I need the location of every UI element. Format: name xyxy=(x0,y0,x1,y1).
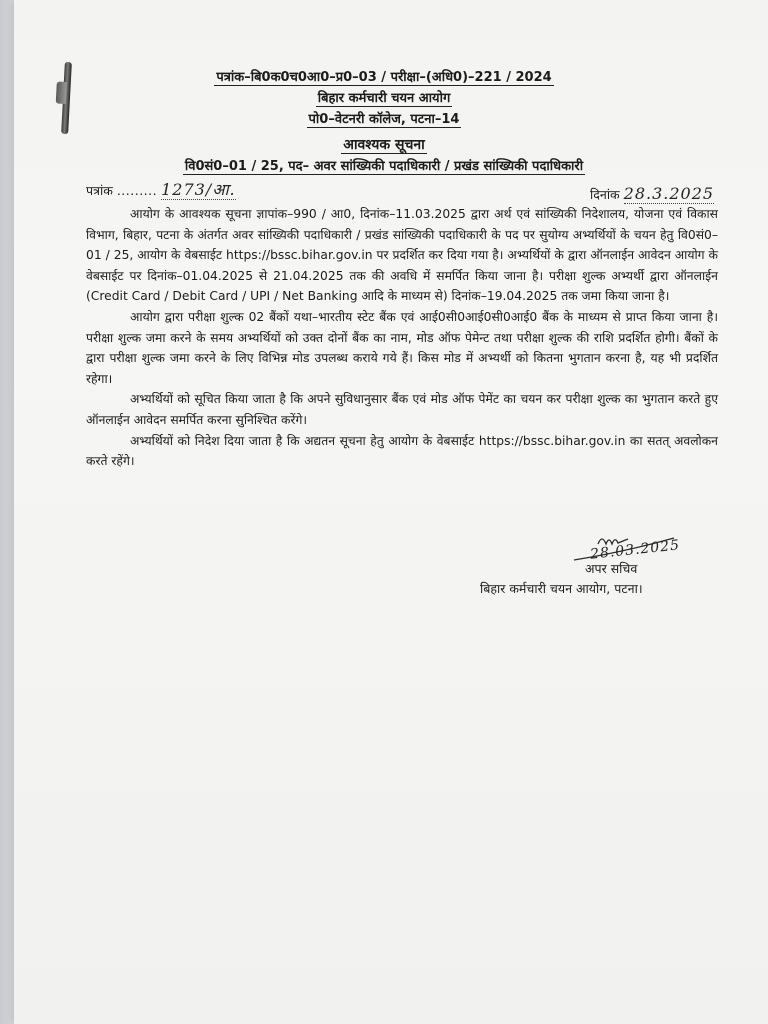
reference-number: पत्रांक–बि0क0च0आ0–प्र0–03 / परीक्षा–(अधि0)–221 / 2024 xyxy=(216,70,552,85)
patrank-row: पत्रांक ......... 1273/आ. xyxy=(86,180,236,199)
paragraph-2: आयोग द्वारा परीक्षा शुल्क 02 बैंकों यथा–भारतीय स्टेट बैंक एवं आई0सी0आई0सी0आई0 बैंक के माध्यम से प्राप्त किया जाना है। परीक्षा शुल्क जमा करने के समय अभ्यर्थियों को उक्त दोनों बैंक का नाम, मोड ऑफ पेमेन्ट तथा परीक्षा शुल्क की राशि प्रदर्शित होगी। बैंकों के द्वारा परीक्षा शुल्क जमा करने के लिए विभिन्न मोड उपलब्ध कराये गये हैं। किस मोड में अभ्यर्थी को कितना भुगतान करना है, यह भी प्रदर्शित रहेगा। xyxy=(86,309,718,386)
dinank-value: 28.3.2025 xyxy=(623,184,715,203)
signatory-designation: अपर सचिव xyxy=(585,561,638,576)
signatory-office: बिहार कर्मचारी चयन आयोग, पटना। xyxy=(480,581,643,596)
commission-address: पो0–वेटनरी कॉलेज, पटना–14 xyxy=(308,112,460,127)
patrank-label: पत्रांक xyxy=(86,183,113,198)
notice-title: आवश्यक सूचना xyxy=(343,137,425,153)
commission-name: बिहार कर्मचारी चयन आयोग xyxy=(317,91,451,106)
signature-date: 28.03.2025 xyxy=(589,537,681,563)
dinank-row xyxy=(590,184,714,203)
dinank-label: दिनांक xyxy=(590,187,620,202)
paragraph-4: अभ्यर्थियों को निदेश दिया जाता है कि अद्यतन सूचना हेतु आयोग के वेबसाईट https://bssc.bihar.gov.in का सतत् अवलोकन करते रहेंगे। xyxy=(86,433,718,469)
patrank-value: 1273/आ. xyxy=(161,180,236,199)
advertisement-line: वि0सं0–01 / 25, पद– अवर सांख्यिकी पदाधिकारी / प्रखंड सांख्यिकी पदाधिकारी xyxy=(184,159,584,174)
notice-body xyxy=(86,204,718,472)
paragraph-1: आयोग के आवश्यक सूचना ज्ञापांक–990 / आ0, दिनांक–11.03.2025 द्वारा अर्थ एवं सांख्यिकी निदेशालय, योजना एवं विकास विभाग, बिहार, पटना के अंतर्गत अवर सांख्यिकी पदाधिकारी / प्रखंड सांख्यिकी पदाधिकारी के पद पर सुयोग्य अभ्यर्थियों के चयन हेतु वि0सं0–01 / 25, आयोग के वेबसाईट https://bssc.bihar.gov.in पर प्रदर्शित कर दिया गया है। अभ्यर्थियों के द्वारा ऑनलाईन आवेदन आयोग के वेबसाईट पर दिनांक–01.04.2025 से 21.04.2025 तक की अवधि में समर्पित किया जाना है। परीक्षा शुल्क अभ्यर्थी द्वारा ऑनलाईन (Credit Card / Debit Card / UPI / Net Banking आदि के माध्यम से) दिनांक–19.04.2025 तक जमा किया जाना है। xyxy=(86,207,718,304)
paragraph-3: अभ्यर्थियों को सूचित किया जाता है कि अपने सुविधानुसार बैंक एवं मोड ऑफ पेमेंट का चयन कर परीक्षा शुल्क का भुगतान करते हुए ऑनलाईन आवेदन समर्पित करना सुनिश्चित करेंगे। xyxy=(86,392,718,427)
